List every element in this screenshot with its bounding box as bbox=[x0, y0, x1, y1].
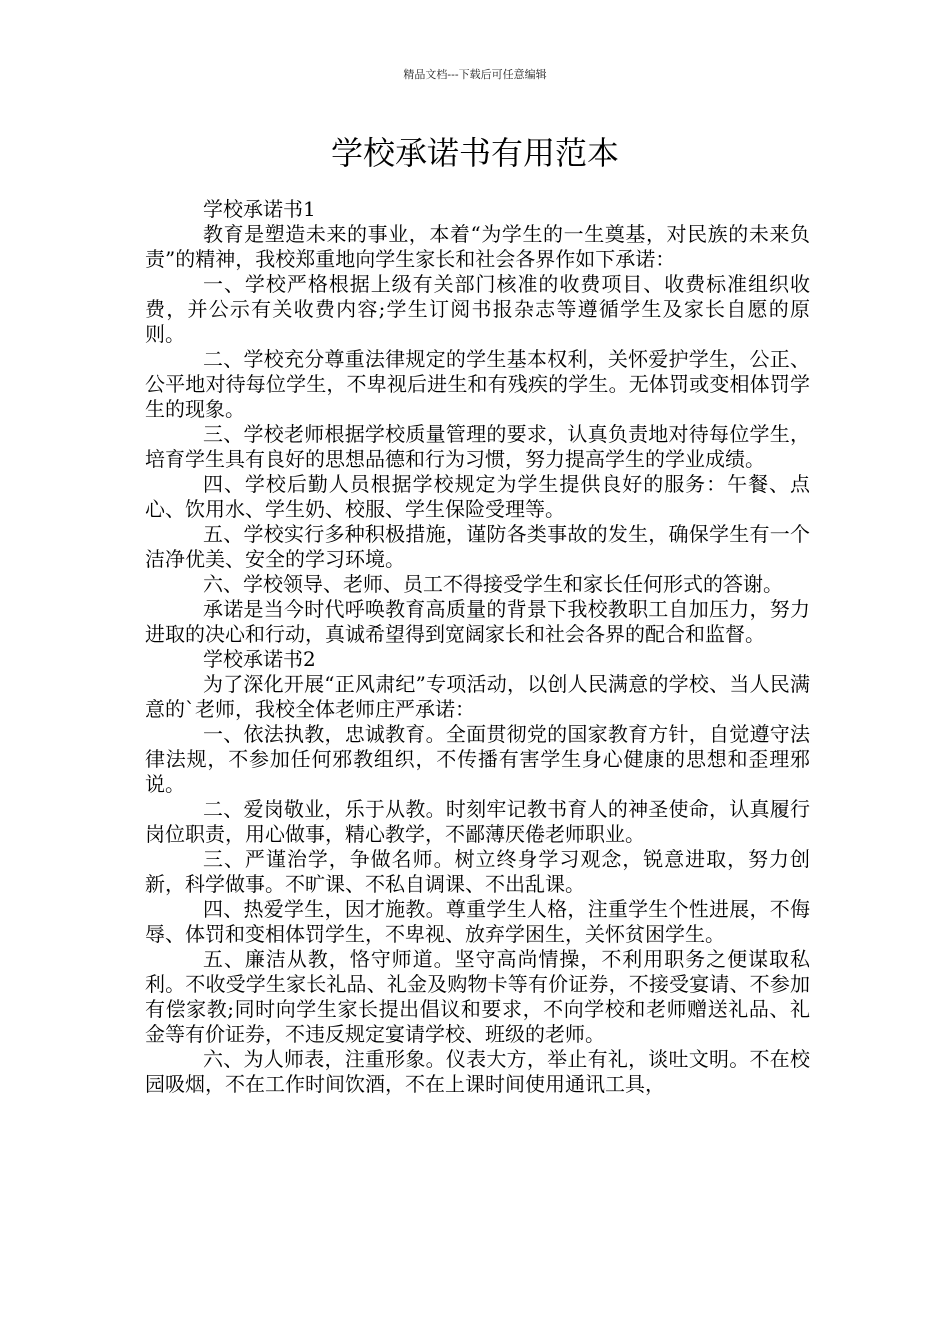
section-heading-1: 学校承诺书1 bbox=[203, 197, 316, 221]
paragraph: 一、依法执教，忠诚教育。全面贯彻党的国家教育方针，自觉遵守法律法规，不参加任何邪教组织，不传播有害学生身心健康的思想和歪理邪说。 bbox=[145, 722, 810, 796]
paragraph: 承诺是当今时代呼唤教育高质量的背景下我校教职工自加压力，努力进取的决心和行动，真诚希望得到宽阔家长和社会各界的配合和监督。 bbox=[145, 597, 810, 646]
paragraph: 为了深化开展“正风肃纪”专项活动，以创人民满意的学校、当人民满意的`老师，我校全体老师庄严承诺： bbox=[145, 672, 810, 721]
paragraph: 教育是塑造未来的事业，本着“为学生的一生奠基，对民族的未来负责”的精神，我校郑重地向学生家长和社会各界作如下承诺： bbox=[145, 222, 810, 271]
paragraph: 四、学校后勤人员根据学校规定为学生提供良好的服务：午餐、点心、饮用水、学生奶、校服、学生保险受理等。 bbox=[145, 472, 810, 521]
paragraph: 五、廉洁从教，恪守师道。坚守高尚情操，不利用职务之便谋取私利。不收受学生家长礼品、礼金及购物卡等有价证券，不接受宴请、不参加有偿家教;同时向学生家长提出倡议和要求，不向学校和老师赠送礼品、礼金等有价证券，不违反规定宴请学校、班级的老师。 bbox=[145, 947, 810, 1046]
document-title: 学校承诺书有用范本 bbox=[330, 134, 619, 172]
header-note: 精品文档---下载后可任意编辑 bbox=[403, 68, 547, 81]
paragraph: 一、学校严格根据上级有关部门核准的收费项目、收费标准组织收费，并公示有关收费内容;学生订阅书报杂志等遵循学生及家长自愿的原则。 bbox=[145, 272, 810, 346]
paragraph: 六、为人师表，注重形象。仪表大方，举止有礼，谈吐文明。不在校园吸烟，不在工作时间饮酒，不在上课时间使用通讯工具， bbox=[145, 1047, 810, 1096]
paragraph: 六、学校领导、老师、员工不得接受学生和家长任何形式的答谢。 bbox=[203, 572, 783, 596]
paragraph: 四、热爱学生，因才施教。尊重学生人格，注重学生个性进展，不侮辱、体罚和变相体罚学生，不卑视、放弃学困生，关怀贫困学生。 bbox=[145, 897, 810, 946]
paragraph: 三、学校老师根据学校质量管理的要求，认真负责地对待每位学生，培育学生具有良好的思想品德和行为习惯，努力提高学生的学业成绩。 bbox=[145, 422, 810, 471]
section-heading-2: 学校承诺书2 bbox=[203, 647, 316, 671]
paragraph: 三、严谨治学，争做名师。树立终身学习观念，锐意进取，努力创新，科学做事。不旷课、不私自调课、不出乱课。 bbox=[145, 847, 810, 896]
paragraph: 二、学校充分尊重法律规定的学生基本权利，关怀爱护学生，公正、公平地对待每位学生，不卑视后进生和有残疾的学生。无体罚或变相体罚学生的现象。 bbox=[145, 347, 810, 421]
document-body bbox=[145, 197, 810, 1097]
paragraph: 五、学校实行多种积极措施，谨防各类事故的发生，确保学生有一个洁净优美、安全的学习环境。 bbox=[145, 522, 810, 571]
paragraph: 二、爱岗敬业，乐于从教。时刻牢记教书育人的神圣使命，认真履行岗位职责，用心做事，精心教学，不鄙薄厌倦老师职业。 bbox=[145, 797, 810, 846]
